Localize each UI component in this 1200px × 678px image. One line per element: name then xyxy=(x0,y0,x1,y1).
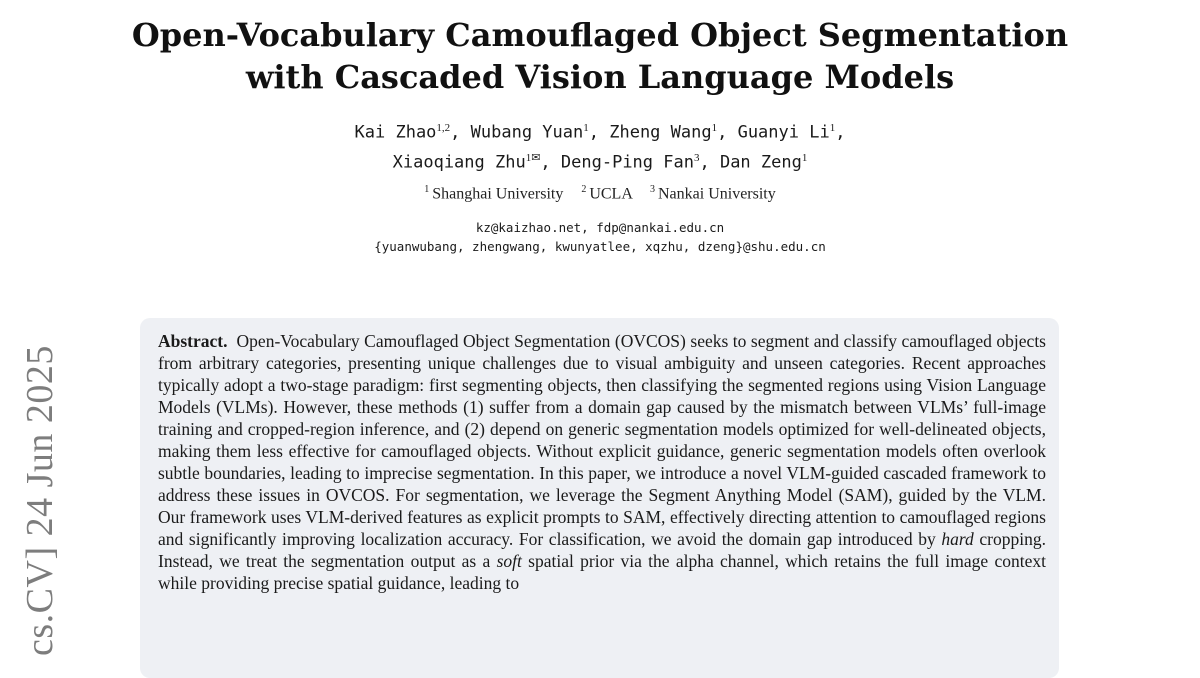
abstract-body: Open-Vocabulary Camouflaged Object Segmentation (OVCOS) seeks to segment and classify camouflaged objects from arbitrary categories, presenting unique challenges due to visual ambiguity and unseen categories. Recent approaches typically adopt a two-stage paradigm: first segmenting objects, then classifying the segmented regions using Vision Language Models (VLMs). However, these methods (1) suffer from a domain gap caused by the mismatch between VLMs’ full-image training and cropped-region inference, and (2) depend on generic segmentation models optimized for well-delineated objects, making them less effective for camouflaged objects. Without explicit guidance, generic segmentation models often overlook subtle boundaries, leading to imprecise segmentation. In this paper, we introduce a novel VLM-guided cascaded framework to address these issues in OVCOS. For segmentation, we leverage the Segment Anything Model (SAM), guided by the VLM. Our framework uses VLM-derived features as explicit prompts to SAM, effectively directing attention to camouflaged regions and significantly improving localization accuracy. For classification, we avoid the domain gap introduced by xyxy=(158,331,1046,549)
author-name: Kai Zhao xyxy=(354,122,437,143)
author-affil-mark: 1 xyxy=(801,151,808,164)
abstract-body: spatial prior via the alpha channel, which retains the full image context while providing precise spatial guidance, leading to xyxy=(158,551,1046,593)
abstract-heading: Abstract. xyxy=(158,331,228,351)
author-affil-mark: 3 xyxy=(693,151,700,164)
author-name: Deng-Ping Fan xyxy=(560,152,694,173)
author-affil-mark: 1 xyxy=(711,122,718,134)
abstract-emphasis: soft xyxy=(496,551,522,571)
abstract-emphasis: hard xyxy=(941,529,974,549)
affil-mark: 2 xyxy=(581,184,587,195)
author-name: Guanyi Li xyxy=(737,122,830,143)
abstract-box xyxy=(140,318,1059,678)
email-line-2: {yuanwubang, zhengwang, kwunyatlee, xqzhu, dzeng}@shu.edu.cn xyxy=(374,239,826,254)
author-separator: , xyxy=(835,122,846,143)
author-affil-mark: 1 xyxy=(583,122,589,134)
author-separator: , xyxy=(450,122,471,143)
affil-name: UCLA xyxy=(589,185,632,203)
abstract-text xyxy=(158,330,1046,594)
email-line-1: kz@kaizhao.net, fdp@nankai.edu.cn xyxy=(475,220,725,235)
author-name: Wubang Yuan xyxy=(470,122,584,143)
affiliations xyxy=(0,184,1200,203)
author-separator: , xyxy=(699,152,720,173)
author-line-1 xyxy=(0,116,1200,146)
affil-name: Shanghai University xyxy=(432,185,564,203)
contact-emails xyxy=(0,218,1200,256)
affil-mark: 1 xyxy=(424,184,430,195)
author-name: Zheng Wang xyxy=(609,122,712,143)
affil-mark: 3 xyxy=(650,184,655,195)
author-line-2 xyxy=(0,146,1200,176)
author-affil-mark: 1✉ xyxy=(525,151,541,164)
author-separator: , xyxy=(588,122,610,143)
paper-title xyxy=(0,14,1200,98)
author-list xyxy=(0,116,1200,175)
abstract-body: cropping. Instead, we treat the segmentation output as a xyxy=(158,529,1046,571)
author-separator: , xyxy=(717,122,738,143)
author-separator: , xyxy=(540,152,561,173)
author-name: Dan Zeng xyxy=(719,152,802,173)
author-name: Xiaoqiang Zhu xyxy=(392,152,526,173)
affil-name: Nankai University xyxy=(658,185,776,203)
author-affil-mark: 1 xyxy=(829,122,836,134)
author-affil-mark: 1,2 xyxy=(436,122,451,134)
title-line-1: Open-Vocabulary Camouflaged Object Segmentation xyxy=(131,16,1069,54)
title-line-2: with Cascaded Vision Language Models xyxy=(245,58,955,96)
arxiv-identifier: cs.CV] 24 Jun 2025 xyxy=(19,345,61,656)
